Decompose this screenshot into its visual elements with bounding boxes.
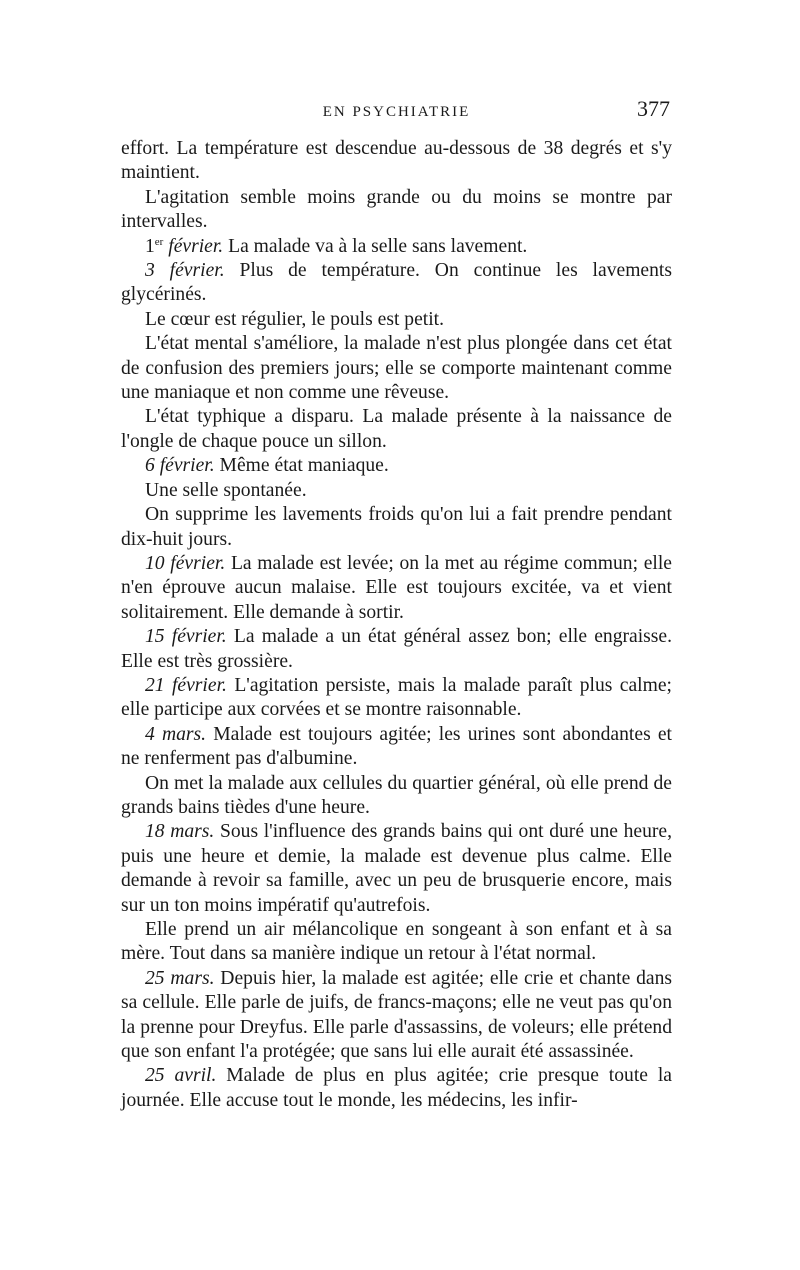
date-label: 18 mars.	[145, 821, 215, 843]
paragraph: 18 mars. Sous l'influence des grands bains qui ont duré une heure, puis une heure et demie, la malade est devenue plus calme. Elle demande à revoir sa famille, avec un peu de brusquerie encore, mais sur un ton moins impératif qu'autrefois.	[121, 821, 672, 916]
paragraph: L'état mental s'améliore, la malade n'est plus plongée dans cet état de confusion des premiers jours; elle se comporte maintenant comme une maniaque et non comme une rêveuse.	[121, 333, 672, 404]
page-number: 377	[637, 96, 670, 121]
page-body	[121, 137, 672, 1113]
paragraph: On supprime les lavements froids qu'on lui a fait prendre pendant dix-huit jours.	[121, 504, 672, 550]
page-header	[121, 96, 672, 132]
paragraph: 1er février. La malade va à la selle sans lavement.	[145, 235, 528, 257]
paragraph: L'état typhique a disparu. La malade présente à la naissance de l'ongle de chaque pouce un sillon.	[121, 406, 672, 452]
paragraph: 4 mars. Malade est toujours agitée; les urines sont abondantes et ne renferment pas d'albumine.	[121, 723, 672, 770]
running-head: EN PSYCHIATRIE	[322, 104, 471, 120]
date-label: 25 avril.	[145, 1065, 217, 1087]
paragraph: 3 février. Plus de température. On continue les lavements glycérinés.	[121, 260, 672, 306]
paragraph: L'agitation semble moins grande ou du moins se montre par intervalles.	[121, 186, 672, 233]
date-label: 1er février.	[145, 235, 224, 257]
paragraph: 6 février. Même état maniaque.	[145, 455, 389, 477]
paragraph: Une selle spontanée.	[145, 479, 307, 501]
paragraph: effort. La température est descendue au-dessous de 38 degrés et s'y maintient.	[121, 138, 672, 184]
paragraph: 15 février. La malade a un état général assez bon; elle engraisse. Elle est très grossière.	[121, 626, 673, 672]
date-label: 4 mars.	[145, 723, 207, 745]
paragraph: Le cœur est régulier, le pouls est petit.	[145, 308, 445, 330]
date-label: 10 février.	[145, 552, 226, 574]
date-label: 3 février.	[145, 260, 225, 282]
paragraph: 25 avril. Malade de plus en plus agitée; crie presque toute la journée. Elle accuse tout le monde, les médecins, les infir-	[121, 1065, 672, 1111]
paragraph: Elle prend un air mélancolique en songeant à son enfant et à sa mère. Tout dans sa manière indique un retour à l'état normal.	[121, 919, 672, 965]
paragraph: 21 février. L'agitation persiste, mais la malade paraît plus calme; elle participe aux corvées et se montre raisonnable.	[121, 674, 672, 721]
date-label: 25 mars.	[145, 967, 215, 989]
date-label: 6 février.	[145, 455, 215, 477]
paragraph: 10 février. La malade est levée; on la met au régime commun; elle n'en éprouve aucun malaise. Elle est toujours excitée, va et vient solitairement. Elle demande à sortir.	[121, 552, 672, 623]
date-label: 21 février.	[145, 674, 227, 696]
paragraph: On met la malade aux cellules du quartier général, où elle prend de grands bains tièdes d'une heure.	[121, 772, 672, 818]
date-label: 15 février.	[145, 626, 227, 648]
paragraph: 25 mars. Depuis hier, la malade est agitée; elle crie et chante dans sa cellule. Elle parle de juifs, de francs-maçons; elle ne veut pas qu'on la prenne pour Dreyfus. Elle parle d'assassins, de voleurs; elle prétend que son enfant l'a protégée; que sans lui elle aurait été assassinée.	[121, 967, 672, 1063]
